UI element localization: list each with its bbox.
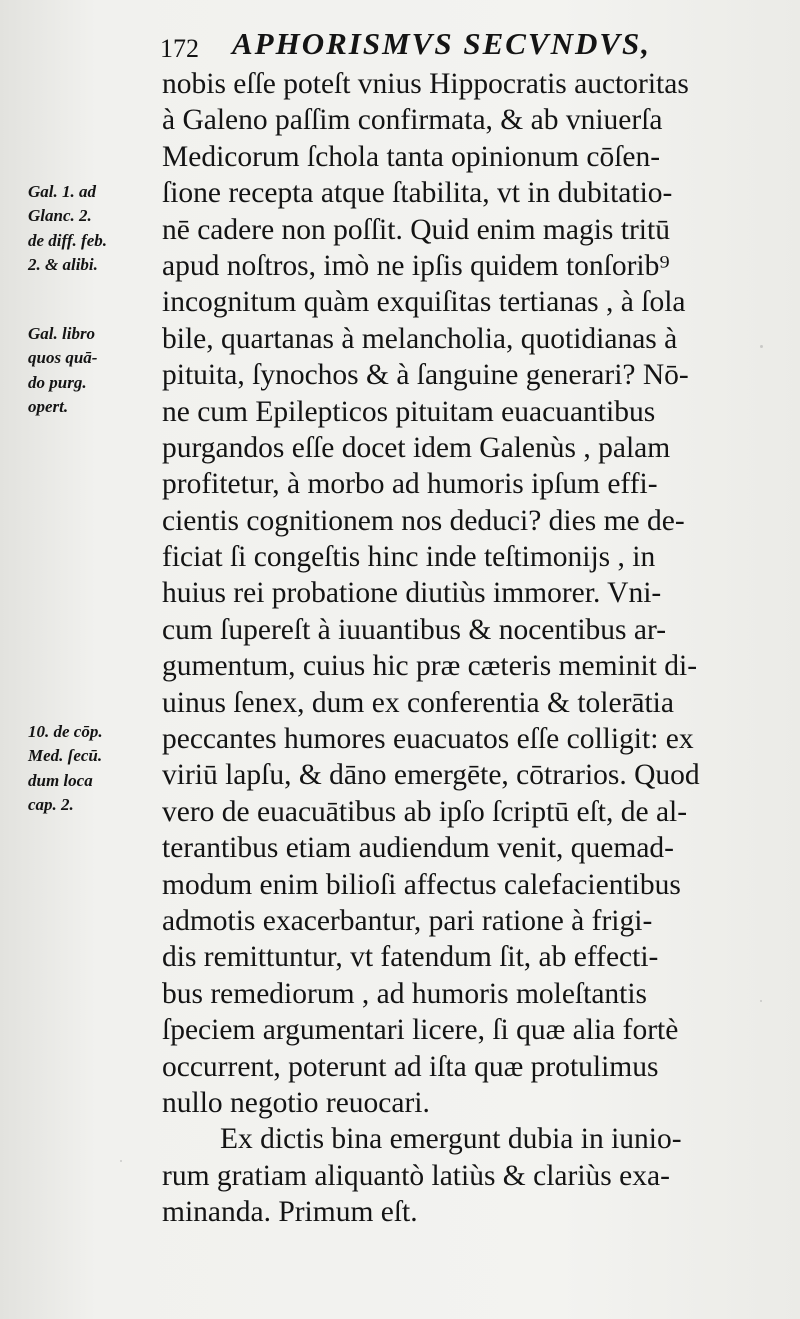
text-line: bile, quartanas à melancholia, quotidianas à — [162, 322, 678, 355]
text-line: cientis cognitionem nos deduci? dies me de- — [162, 504, 685, 537]
paragraph-first-line: Ex dictis bina emergunt dubia in iunio- — [220, 1123, 682, 1156]
marginal-note-line: 10. de cōp. — [28, 722, 103, 741]
marginal-note-line: 2. & alibi. — [28, 254, 98, 274]
marginal-note-line: quos quā- — [28, 348, 98, 368]
text-line: ſione recepta atque ſtabilita, vt in dubitatio- — [162, 177, 673, 210]
marginal-note-line: Med. ſecū. — [28, 746, 103, 766]
text-line: Medicorum ſchola tanta opinionum cōſen- — [162, 140, 661, 173]
text-line: dis remittuntur, vt fatendum ſit, ab effecti- — [162, 941, 659, 974]
text-line: modum enim bilioſi affectus calefacientibus — [162, 868, 681, 901]
text-line: à Galeno paſſim confirmata, & ab vniuerſa — [162, 104, 663, 137]
marginal-note — [28, 720, 158, 817]
text-line: peccantes humores euacuatos eſſe colligit: ex — [162, 723, 694, 756]
text-line: terantibus etiam audiendum venit, quemad- — [162, 832, 675, 865]
text-line: cum ſupereſt à iuuantibus & nocentibus ar- — [162, 613, 667, 646]
text-line: apud noſtros, imò ne ipſis quidem tonſorib⁹ — [162, 249, 670, 282]
marginal-note-line: cap. 2. — [28, 794, 74, 814]
text-line: minanda. Primum eſt. — [162, 1196, 418, 1229]
text-line: vero de euacuātibus ab ipſo ſcriptū eſt, de al- — [162, 795, 688, 828]
body-text — [162, 66, 762, 1231]
paper-speck — [760, 1000, 762, 1002]
running-head — [160, 26, 780, 66]
marginal-note — [28, 180, 158, 277]
text-line: occurrent, poterunt ad iſta quæ protulimus — [162, 1050, 659, 1083]
text-line: ſpeciem argumentari licere, ſi quæ alia fortè — [162, 1014, 679, 1047]
text-line: gumentum, cuius hic præ cæteris meminit di- — [162, 650, 698, 683]
text-line: nullo negotio reuocari. — [162, 1086, 430, 1119]
text-line: incognitum quàm exquiſitas tertianas , à ſola — [162, 286, 686, 319]
marginal-note-line: Gal. libro — [28, 324, 96, 343]
text-line: ne cum Epilepticos pituitam euacuantibus — [162, 395, 656, 428]
text-line: nobis eſſe poteſt vnius Hippocratis auctoritas — [162, 68, 689, 100]
marginal-note-line: de diff. feb. — [28, 230, 107, 250]
marginal-note-line: Gal. 1. ad — [28, 182, 96, 201]
text-line: profitetur, à morbo ad humoris ipſum effi- — [162, 468, 658, 501]
marginal-note-line: opert. — [28, 396, 69, 416]
text-line: viriū lapſu, & dāno emergēte, cōtrarios. Quod — [162, 759, 700, 792]
text-line: purgandos eſſe docet idem Galenùs , palam — [162, 431, 671, 464]
marginal-note-line: dum loca — [28, 770, 93, 790]
text-line: nē cadere non poſſit. Quid enim magis tritū — [162, 213, 670, 246]
text-line: rum gratiam aliquantò latiùs & clariùs exa- — [162, 1159, 670, 1192]
text-line: uinus ſenex, dum ex conferentia & tolerātia — [162, 686, 674, 719]
running-title: APHORISMVS SECVNDVS, — [232, 26, 652, 61]
paper-speck — [760, 345, 763, 348]
text-line: bus remediorum , ad humoris moleſtantis — [162, 977, 648, 1010]
text-line: admotis exacerbantur, pari ratione à frigi- — [162, 904, 653, 937]
page-number: 172 — [160, 34, 199, 63]
text-line: huius rei probatione diutiùs immorer. Vni- — [162, 577, 662, 610]
text-line: ficiat ſi congeſtis hinc inde teſtimonijs , in — [162, 541, 656, 574]
paper-speck — [120, 1160, 122, 1162]
marginal-note-line: Glanc. 2. — [28, 206, 92, 226]
marginal-note-line: do purg. — [28, 372, 87, 392]
text-line: pituita, ſynochos & à ſanguine generari? Nō- — [162, 359, 689, 392]
marginal-note — [28, 322, 158, 419]
